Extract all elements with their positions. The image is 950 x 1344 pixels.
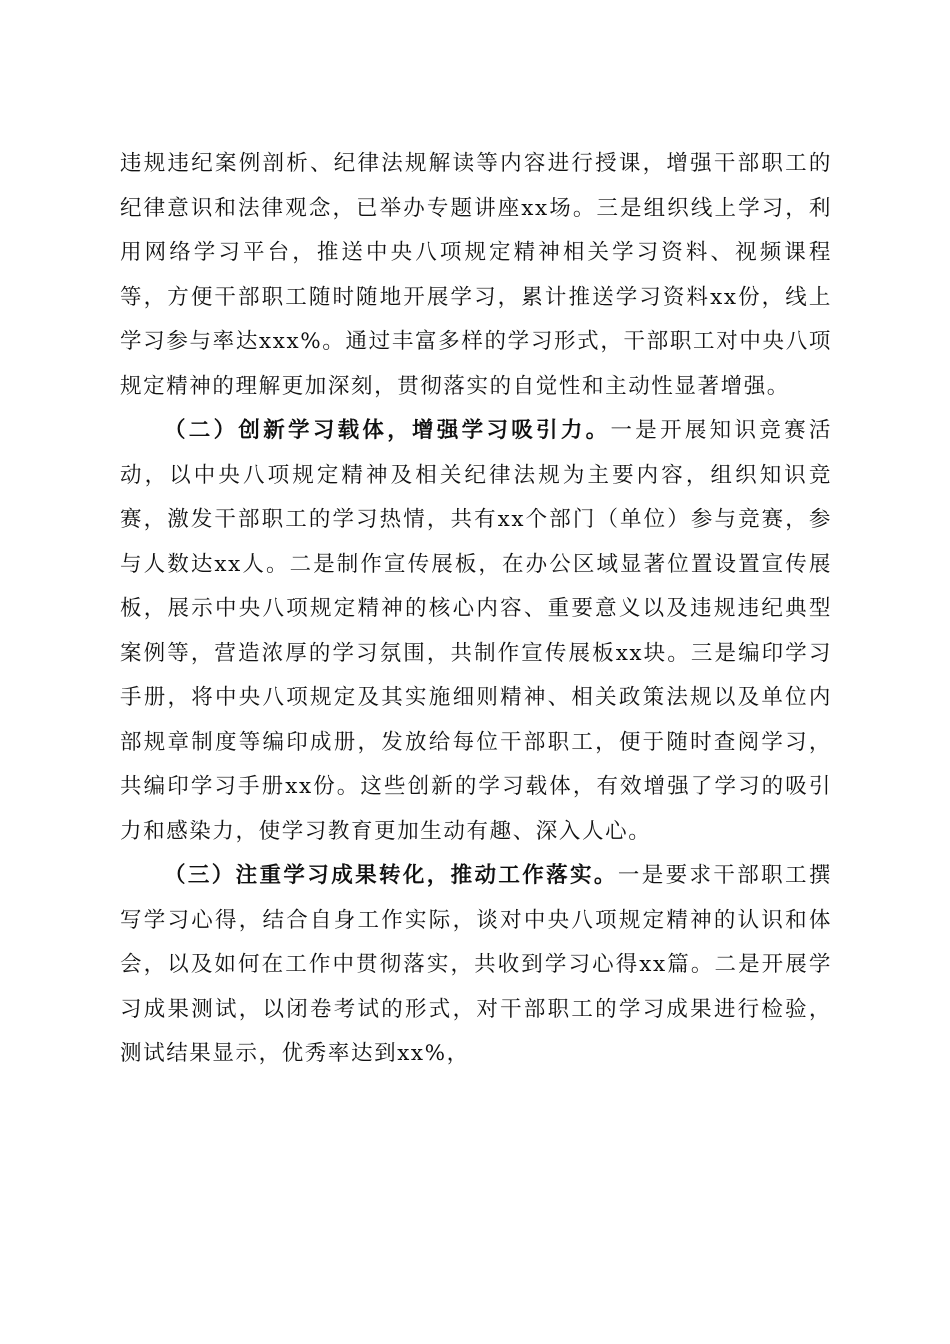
paragraph-text: 一是开展知识竞赛活动，以中央八项规定精神及相关纪律法规为主要内容，组织知识竞赛，激发干部职工的学习热情，共有xx个部门（单位）参与竞赛，参与人数达xx人。二是制作宣传展板，在办公区域显著位置设置宣传展板，展示中央八项规定精神的核心内容、重要意义以及违规违纪典型案例等，营造浓厚的学习氛围，共制作宣传展板xx块。三是编印学习手册，将中央八项规定及其实施细则精神、相关政策法规以及单位内部规章制度等编印成册，发放给每位干部职工，便于随时查阅学习，共编印学习手册xx份。这些创新的学习载体，有效增强了学习的吸引力和感染力，使学习教育更加生动有趣、深入人心。 <box>120 418 832 844</box>
section-3-heading: （三）注重学习成果转化，推动工作落实。 <box>164 863 618 888</box>
section-2-heading: （二）创新学习载体，增强学习吸引力。 <box>164 418 611 443</box>
paragraph-section-2 <box>120 409 832 854</box>
paragraph-text: 违规违纪案例剖析、纪律法规解读等内容进行授课，增强干部职工的纪律意识和法律观念，已举办专题讲座xx场。三是组织线上学习，利用网络学习平台，推送中央八项规定精神相关学习资料、视频课程等，方便干部职工随时随地开展学习，累计推送学习资料xx份，线上学习参与率达xxx%。通过丰富多样的学习形式，干部职工对中央八项规定精神的理解更加深刻，贯彻落实的自觉性和主动性显著增强。 <box>120 151 832 399</box>
paragraph-text: 一是要求干部职工撰写学习心得，结合自身工作实际，谈对中央八项规定精神的认识和体会，以及如何在工作中贯彻落实，共收到学习心得xx篇。二是开展学习成果测试，以闭卷考试的形式，对干部职工的学习成果进行检验，测试结果显示，优秀率达到xx%， <box>120 863 832 1066</box>
paragraph-section-3 <box>120 854 832 1077</box>
paragraph-continued <box>120 142 832 409</box>
document-body <box>120 142 832 1077</box>
